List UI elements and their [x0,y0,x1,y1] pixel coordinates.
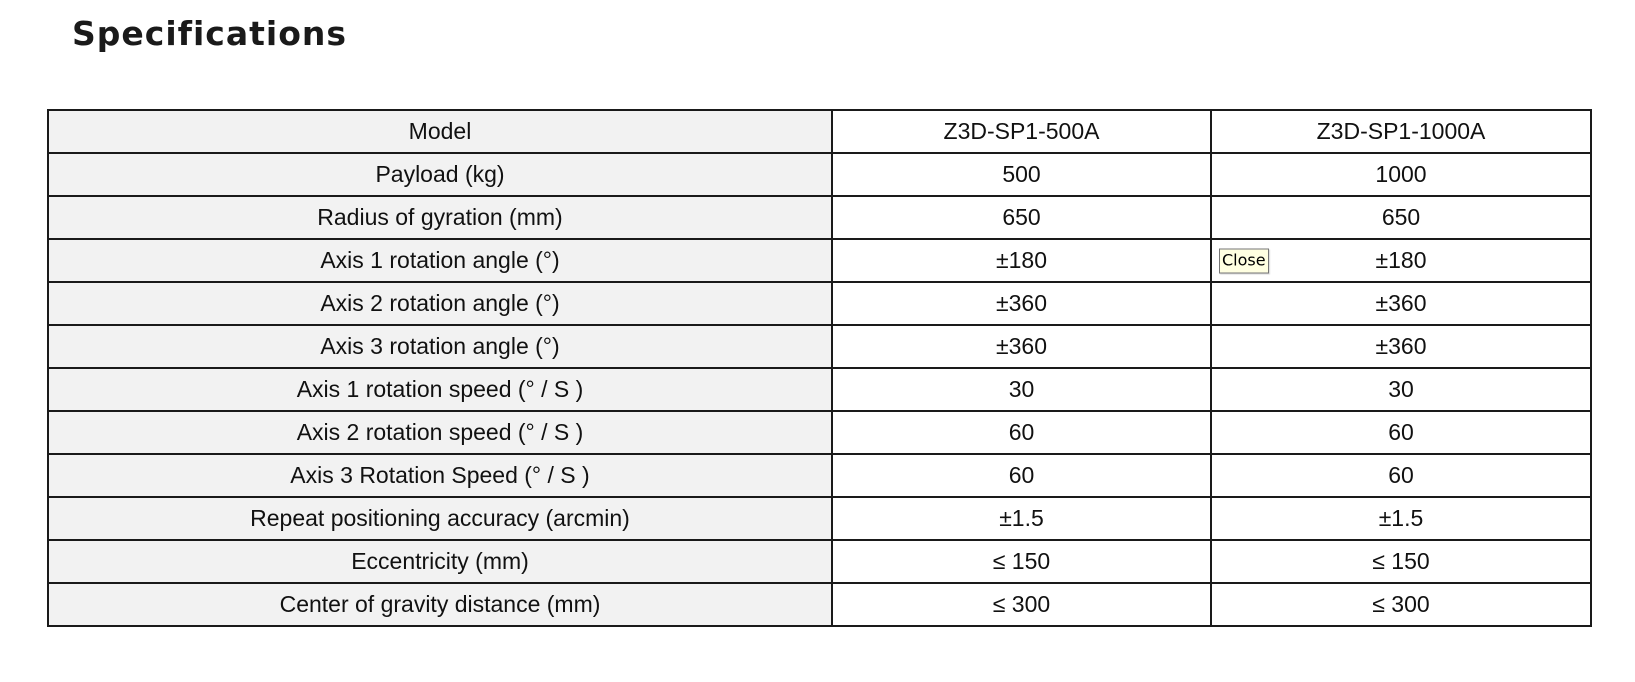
row-label-axis1-angle: Axis 1 rotation angle (°) [48,239,832,282]
table-row [48,497,1591,540]
row-label-repeat-accuracy: Repeat positioning accuracy (arcmin) [48,497,832,540]
cell-payload-a: 500 [832,153,1211,196]
row-label-axis1-speed: Axis 1 rotation speed (° / S ) [48,368,832,411]
cell-axis3-speed-b: 60 [1211,454,1591,497]
row-label-axis3-speed: Axis 3 Rotation Speed (° / S ) [48,454,832,497]
cell-cog-distance-a: ≤ 300 [832,583,1211,626]
table-row [48,540,1591,583]
table-row [48,153,1591,196]
cell-axis3-angle-b: ±360 [1211,325,1591,368]
table-row [48,411,1591,454]
row-label-axis2-speed: Axis 2 rotation speed (° / S ) [48,411,832,454]
cell-repeat-accuracy-a: ±1.5 [832,497,1211,540]
table-row [48,282,1591,325]
cell-radius-b: 650 [1211,196,1591,239]
page-title: Specifications [72,14,348,53]
table-row [48,583,1591,626]
cell-axis1-speed-b: 30 [1211,368,1591,411]
cell-axis3-angle-a: ±360 [832,325,1211,368]
cell-axis2-speed-b: 60 [1211,411,1591,454]
cell-eccentricity-b: ≤ 150 [1211,540,1591,583]
row-label-eccentricity: Eccentricity (mm) [48,540,832,583]
table-row [48,368,1591,411]
cell-model-a: Z3D-SP1-500A [832,110,1211,153]
cell-axis1-angle-b-container [1211,239,1591,282]
cell-axis3-speed-a: 60 [832,454,1211,497]
row-label-cog-distance: Center of gravity distance (mm) [48,583,832,626]
row-label-axis3-angle: Axis 3 rotation angle (°) [48,325,832,368]
table-row [48,239,1591,282]
cell-cog-distance-b: ≤ 300 [1211,583,1591,626]
table-row [48,325,1591,368]
cell-axis2-speed-a: 60 [832,411,1211,454]
row-label-radius: Radius of gyration (mm) [48,196,832,239]
cell-axis2-angle-b: ±360 [1211,282,1591,325]
cell-axis1-angle-a: ±180 [832,239,1211,282]
table-row [48,196,1591,239]
row-label-payload: Payload (kg) [48,153,832,196]
specifications-table [47,109,1592,627]
cell-radius-a: 650 [832,196,1211,239]
close-tooltip[interactable]: Close [1219,248,1269,273]
cell-axis1-angle-b: ±180 [1375,247,1427,273]
row-label-axis2-angle: Axis 2 rotation angle (°) [48,282,832,325]
cell-eccentricity-a: ≤ 150 [832,540,1211,583]
cell-repeat-accuracy-b: ±1.5 [1211,497,1591,540]
cell-model-b: Z3D-SP1-1000A [1211,110,1591,153]
table-row [48,110,1591,153]
table-row [48,454,1591,497]
cell-axis2-angle-a: ±360 [832,282,1211,325]
cell-axis1-speed-a: 30 [832,368,1211,411]
cell-payload-b: 1000 [1211,153,1591,196]
row-label-model: Model [48,110,832,153]
